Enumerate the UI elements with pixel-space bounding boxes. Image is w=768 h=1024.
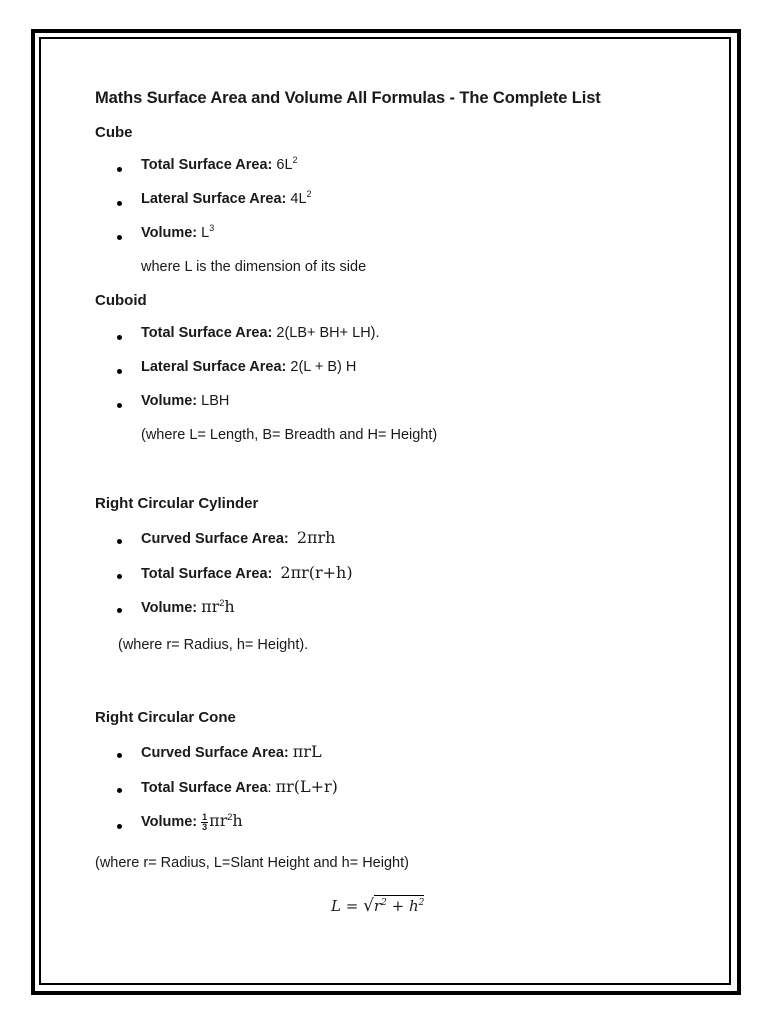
item-value: 6L (276, 157, 293, 173)
bullet-icon (117, 753, 122, 758)
section-heading-cube: Cube (95, 124, 133, 141)
item-label: Total Surface Area: (141, 566, 273, 582)
section-heading-cone: Right Circular Cone (95, 709, 236, 726)
cylinder-note: (where r= Radius, h= Height). (118, 637, 309, 653)
list-item-cube-lsa (141, 191, 312, 207)
item-exponent: 2 (219, 598, 225, 608)
item-value: LBH (201, 393, 230, 409)
formula-plus: + (386, 897, 409, 915)
item-label: Total Surface Area: (141, 325, 273, 341)
fraction-numerator: 1 (202, 811, 208, 822)
cube-note: where L is the dimension of its side (141, 259, 367, 275)
item-label: Lateral Surface Area: (141, 191, 287, 207)
item-label: Total Surface Area (141, 780, 268, 796)
list-item-cuboid-tsa (141, 325, 380, 341)
item-value: πr (209, 811, 228, 830)
fraction-denominator: 3 (202, 821, 208, 832)
list-item-cylinder-tsa (141, 563, 353, 582)
bullet-icon (117, 167, 122, 172)
item-exponent: 3 (209, 223, 215, 233)
item-label: Volume: (141, 225, 198, 241)
section-heading-cuboid: Cuboid (95, 292, 147, 309)
page-title: Maths Surface Area and Volume All Formulas - The Complete List (95, 89, 601, 107)
item-value: 2(LB+ BH+ LH). (276, 325, 380, 341)
item-value: πrL (292, 742, 322, 761)
list-item-cone-csa (141, 742, 322, 761)
item-value-suffix: h (232, 811, 243, 830)
sqrt-radicand (374, 895, 424, 915)
slant-height-formula (331, 896, 424, 916)
list-item-cylinder-csa (141, 528, 335, 547)
item-label: Lateral Surface Area: (141, 359, 287, 375)
list-item-cone-tsa (141, 777, 338, 796)
item-label: Curved Surface Area: (141, 531, 289, 547)
list-item-cylinder-volume (141, 597, 235, 616)
item-exponent: 2 (292, 155, 298, 165)
cuboid-note: (where L= Length, B= Breadth and H= Height) (141, 427, 438, 443)
formula-lhs: L = (331, 897, 364, 915)
item-value: 2πrh (296, 528, 336, 547)
bullet-icon (117, 788, 122, 793)
item-value: 4L (290, 191, 307, 207)
list-item-cuboid-lsa (141, 359, 356, 375)
sqrt-icon: √ (363, 896, 374, 916)
bullet-icon (117, 539, 122, 544)
item-value: πr(L+r) (275, 777, 338, 796)
formula-h-exponent: 2 (418, 898, 425, 908)
list-item-cube-volume (141, 225, 214, 241)
bullet-icon (117, 369, 122, 374)
bullet-icon (117, 824, 122, 829)
item-value: L (201, 225, 210, 241)
item-exponent: 2 (227, 812, 233, 822)
item-label: Volume: (141, 814, 198, 830)
bullet-icon (117, 608, 122, 613)
item-colon: : (267, 780, 272, 796)
bullet-icon (117, 403, 122, 408)
bullet-icon (117, 235, 122, 240)
section-heading-cylinder: Right Circular Cylinder (95, 495, 259, 512)
bullet-icon (117, 201, 122, 206)
item-value-suffix: h (224, 597, 235, 616)
list-item-cuboid-volume (141, 393, 229, 409)
item-value: 2πr(r+h) (280, 563, 353, 582)
cone-note: (where r= Radius, L=Slant Height and h= Height) (95, 855, 409, 871)
one-third-fraction (201, 813, 208, 832)
item-value: πr (201, 597, 220, 616)
formula-r-exponent: 2 (381, 898, 387, 908)
list-item-cone-volume (141, 811, 243, 832)
list-item-cube-tsa (141, 157, 298, 173)
formula-h: h (408, 897, 419, 915)
bullet-icon (117, 574, 122, 579)
item-exponent: 2 (306, 189, 312, 199)
item-label: Total Surface Area: (141, 157, 273, 173)
item-label: Curved Surface Area: (141, 745, 289, 761)
bullet-icon (117, 335, 122, 340)
item-value: 2(L + B) H (290, 359, 357, 375)
item-label: Volume: (141, 393, 198, 409)
item-label: Volume: (141, 600, 198, 616)
formula-r: r (373, 897, 382, 915)
